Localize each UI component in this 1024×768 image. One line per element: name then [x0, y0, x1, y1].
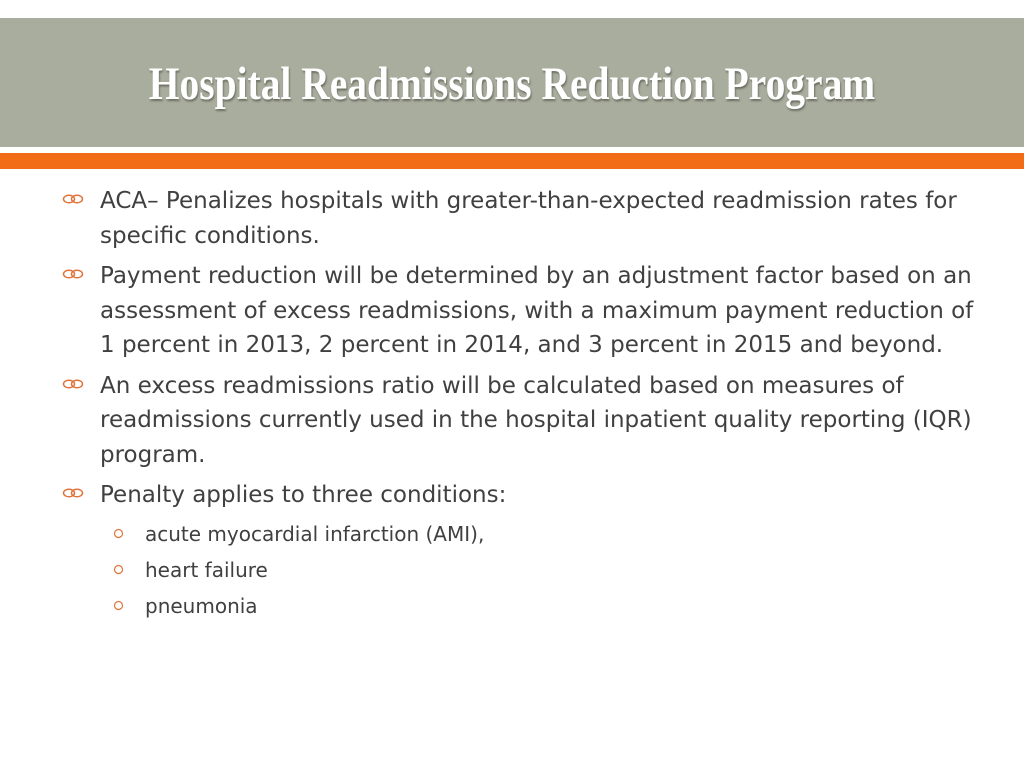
double-loop-icon — [62, 378, 84, 390]
sub-bullet-item — [0, 591, 1024, 627]
sub-bullet-item — [0, 519, 1024, 555]
slide-title: Hospital Readmissions Reduction Program — [148, 58, 876, 110]
circle-outline-icon — [113, 600, 124, 611]
sub-bullet-item — [0, 555, 1024, 591]
bullet-list — [0, 184, 1024, 627]
circle-outline-icon — [113, 564, 124, 575]
bullet-text: Penalty applies to three conditions: — [100, 482, 507, 508]
double-loop-icon — [62, 487, 84, 499]
circle-outline-icon — [113, 528, 124, 539]
accent-bar — [0, 153, 1024, 169]
bullet-item — [0, 369, 1024, 473]
double-loop-icon — [62, 268, 84, 280]
sub-bullet-text: pneumonia — [145, 593, 258, 618]
bullet-text: Payment reduction will be determined by an adjustment factor based on an assessment of excess readmissions, with a maximum payment reduction of 1 percent in 2013, 2 percent in 2014, and 3 percent in 2015 and beyond. — [100, 263, 974, 358]
bullet-text: ACA– Penalizes hospitals with greater-than-expected readmission rates for specific conditions. — [100, 188, 957, 249]
sub-bullet-text: acute myocardial infarction (AMI), — [145, 521, 485, 546]
bullet-item — [0, 184, 1024, 253]
bullet-item — [0, 478, 1024, 513]
bullet-item — [0, 259, 1024, 363]
sub-bullet-text: heart failure — [145, 557, 268, 582]
bullet-text: An excess readmissions ratio will be calculated based on measures of readmissions currently used in the hospital inpatient quality reporting (IQR) program. — [100, 372, 972, 468]
double-loop-icon — [62, 193, 84, 205]
